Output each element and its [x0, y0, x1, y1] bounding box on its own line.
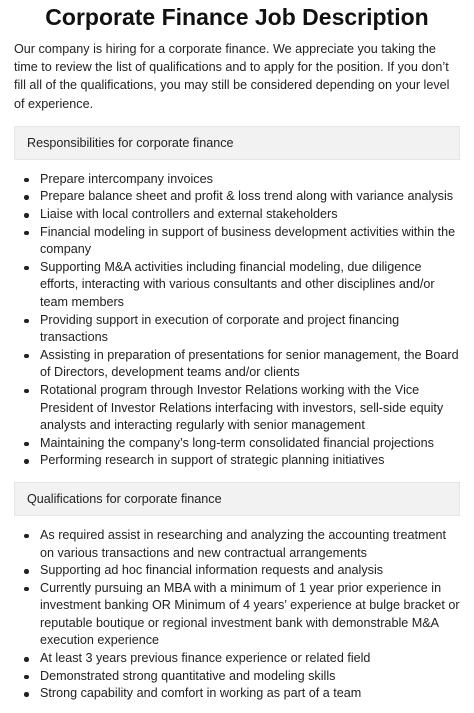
qualifications-heading: Qualifications for corporate finance [14, 482, 460, 516]
qualification-item: At least 3 years previous finance experience or related field [22, 650, 460, 668]
responsibility-item: Prepare intercompany invoices [22, 171, 460, 189]
responsibilities-heading: Responsibilities for corporate finance [14, 126, 460, 160]
qualification-item: Demonstrated strong quantitative and modeling skills [22, 668, 460, 686]
qualification-item: As required assist in researching and analyzing the accounting treatment on various transactions and new contractual arrangements [22, 527, 460, 562]
responsibility-item: Maintaining the company’s long-term consolidated financial projections [22, 435, 460, 453]
responsibility-item: Rotational program through Investor Relations working with the Vice President of Investor Relations interfacing with investors, sell-side equity analysts and interacting regularly with senior management [22, 382, 460, 435]
qualification-item: Currently pursuing an MBA with a minimum of 1 year prior experience in investment banking OR Minimum of 4 years’ experience at bulge bracket or reputable boutique or regional investment bank with demonstrable M&A execution experience [22, 580, 460, 650]
responsibility-item: Assisting in preparation of presentations for senior management, the Board of Directors, development teams and/or clients [22, 347, 460, 382]
responsibility-item: Prepare balance sheet and profit & loss trend along with variance analysis [22, 188, 460, 206]
qualification-item: Supporting ad hoc financial information requests and analysis [22, 562, 460, 580]
qualifications-list [14, 527, 460, 703]
responsibility-item: Supporting M&A activities including financial modeling, due diligence efforts, interacting with various consultants and other disciplines and/or team members [22, 259, 460, 312]
responsibility-item: Liaise with local controllers and external stakeholders [22, 206, 460, 224]
responsibility-item: Financial modeling in support of business development activities within the company [22, 224, 460, 259]
responsibilities-list [14, 171, 460, 470]
responsibility-item: Providing support in execution of corporate and project financing transactions [22, 312, 460, 347]
responsibility-item: Performing research in support of strategic planning initiatives [22, 452, 460, 470]
qualification-item: Strong capability and comfort in working as part of a team [22, 685, 460, 703]
page-title: Corporate Finance Job Description [45, 4, 429, 30]
intro-paragraph: Our company is hiring for a corporate finance. We appreciate you taking the time to review the list of qualifications and to apply for the position. If you don’t fill all of the qualifications, you may still be considered depending on your level of experience. [14, 42, 450, 111]
